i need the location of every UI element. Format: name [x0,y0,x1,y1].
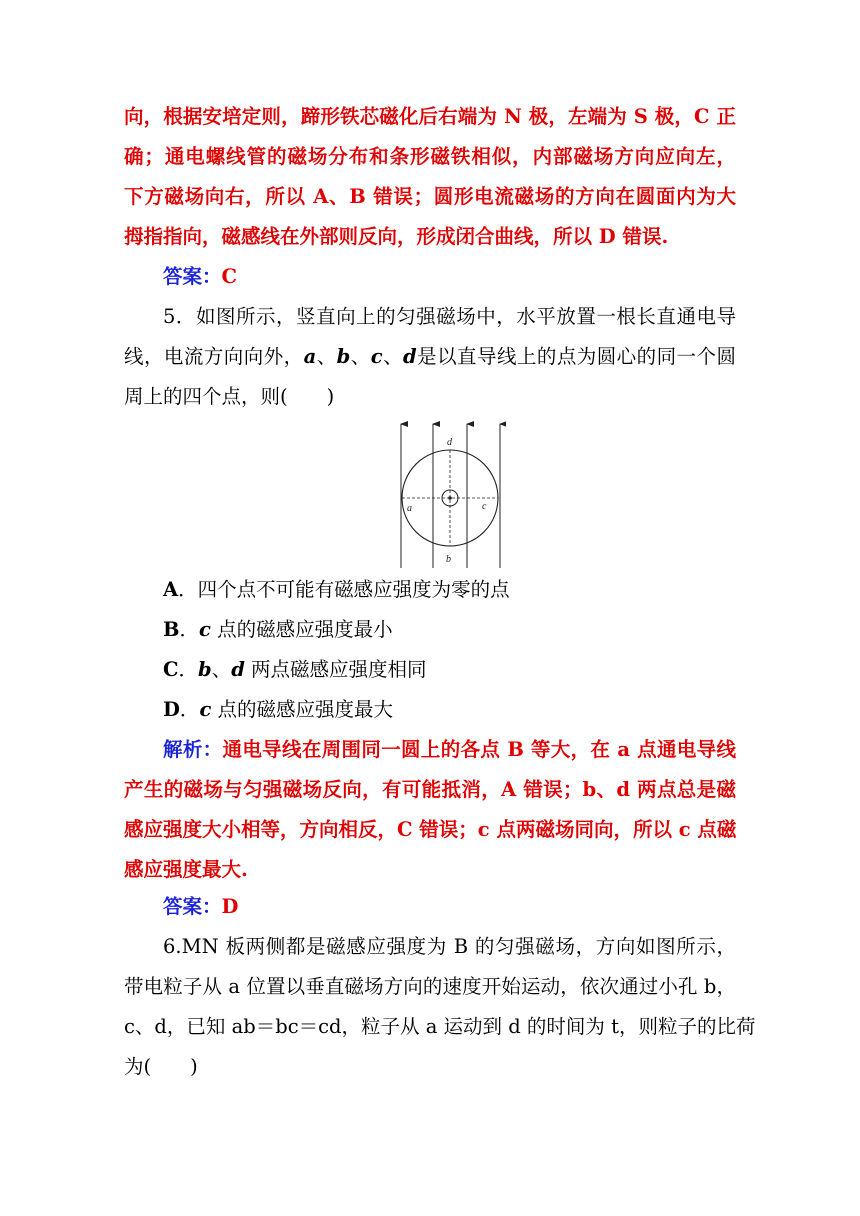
q5-line-2-post: 是以直导线上的点为圆心的同一个圆 [416,345,736,368]
option-d: D．c 点的磁感应强度最大 [163,698,394,721]
answer-value: C [221,265,238,288]
magnetic-field-figure [394,420,506,570]
option-letter: C [163,658,179,681]
q6-line-2: 带电粒子从 a 位置以垂直磁场方向的速度开始运动，依次通过小孔 b， [124,975,736,998]
answer-prev [163,257,736,297]
option-b: B．c 点的磁感应强度最小 [163,618,393,641]
option-var: b [198,658,212,681]
label-a: a [407,503,412,514]
answer-label: 答案： [163,895,222,918]
sep: 、 [316,345,337,368]
option-text: ．四个点不可能有磁感应强度为零的点 [178,578,510,601]
q5-line-1: 5．如图所示，竖直向上的匀强磁场中，水平放置一根长直通电导 [163,305,736,328]
option-text: 点的磁感应强度最小 [210,618,393,641]
current-out-icon [448,496,452,500]
option-text: 点的磁感应强度最大 [211,698,394,721]
analysis-line-2: 确；通电螺线管的磁场分布和条形磁铁相似，内部磁场方向应向左， [124,145,736,168]
analysis-label: 解析： [163,738,223,761]
option-c: C．b、d 两点磁感应强度相同 [163,658,427,681]
q6-line-3: c、d，已知 ab＝bc＝cd，粒子从 a 运动到 d 的时间为 t，则粒子的比荷 [124,1015,756,1038]
var-b: b [336,345,351,368]
q5-analysis-line-2: 产生的磁场与匀强磁场反向，有可能抵消，A 错误；b、d 两点总是磁 [124,778,736,801]
sep: 、 [350,345,371,368]
label-d: d [447,437,452,448]
option-var: c [199,698,212,721]
q5-analysis-line-3: 感应强度大小相等，方向相反，C 错误；c 点两磁场同向，所以 c 点磁 [124,818,737,841]
option-var: c [199,618,211,641]
sep: 、 [382,345,404,368]
q5-analysis-line-4: 感应强度最大. [124,858,248,881]
option-text: 两点磁感应强度相同 [244,658,427,681]
q5-line-2-pre: 线，电流方向向外， [124,345,304,368]
q6-line-4: 为( ) [124,1055,198,1078]
analysis-line-4: 拇指指向，磁感线在外部则反向，形成闭合曲线，所以 D 错误. [124,225,669,248]
var-d: d [403,345,417,368]
option-var-2: d [231,658,245,681]
analysis-line-1: 向，根据安培定则，蹄形铁芯磁化后右端为 N 极，左端为 S 极，C 正 [124,105,736,128]
option-letter: A [163,578,179,601]
label-c: c [482,501,487,512]
answer-value: D [221,895,239,918]
option-a [163,570,736,610]
answer-label: 答案： [163,265,222,288]
option-letter: D [163,698,180,721]
q6-line-1: 6.MN 板两侧都是磁感应强度为 B 的匀强磁场，方向如图所示， [163,935,736,958]
analysis-line-3: 下方磁场向右，所以 A、B 错误；圆形电流磁场的方向在圆面内为大 [124,185,736,208]
option-letter: B [163,618,180,641]
label-b: b [446,554,451,565]
var-a: a [303,345,317,368]
q5-line-3: 周上的四个点，则( ) [124,385,335,408]
var-c: c [370,345,383,368]
q5-analysis-line-1 [163,730,736,770]
analysis-text: 通电导线在周围同一圆上的各点 B 等大，在 a 点通电导线 [222,738,736,761]
q5-line-2 [124,337,736,377]
answer-q5 [163,887,736,927]
